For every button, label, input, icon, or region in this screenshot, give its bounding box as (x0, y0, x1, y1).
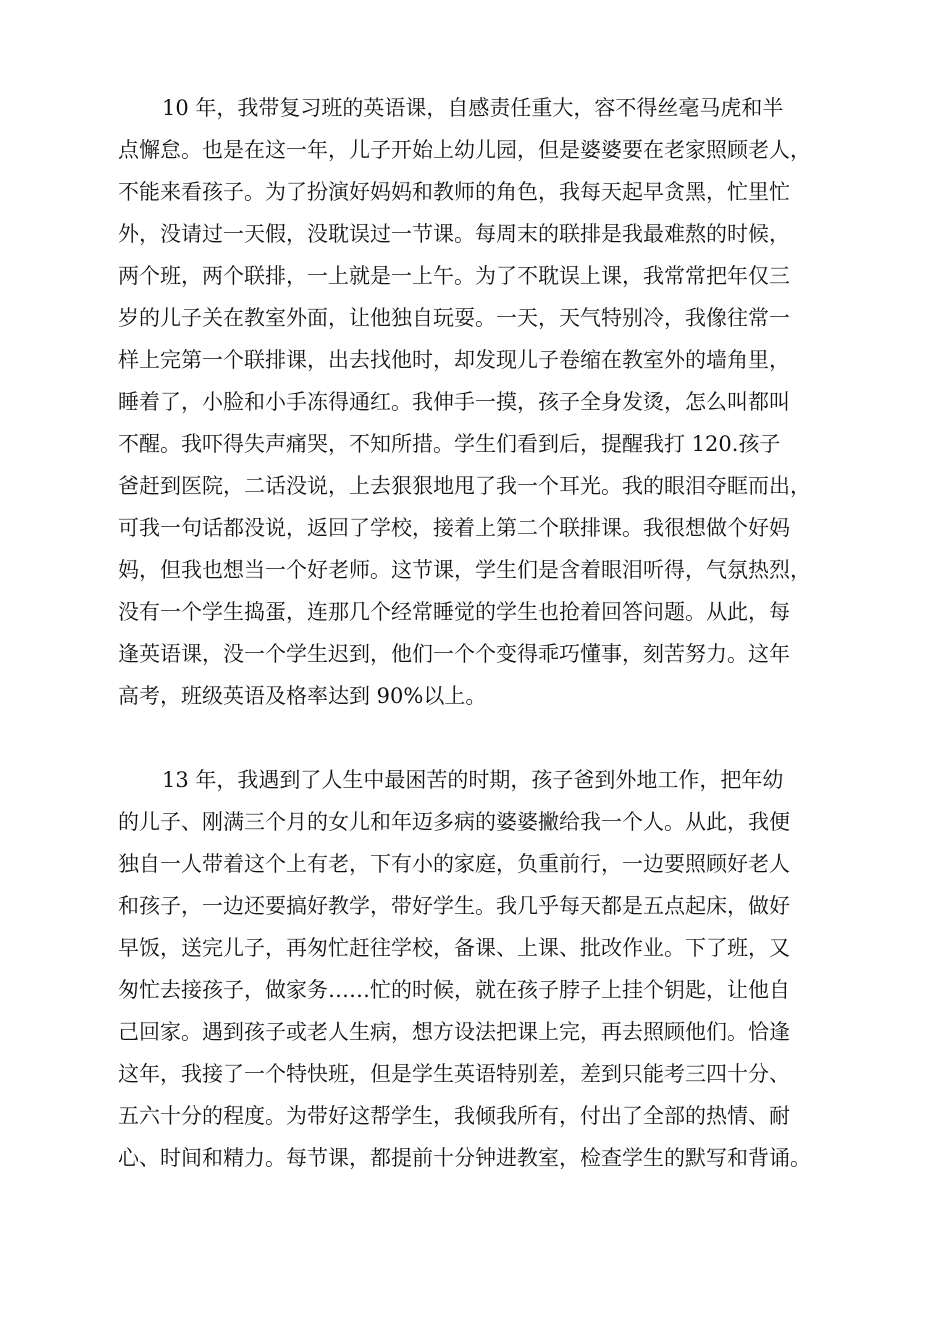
text-line: 五六十分的程度。为带好这帮学生，我倾我所有，付出了全部的热情、耐 (118, 1104, 790, 1128)
text-line: 的儿子、刚满三个月的女儿和年迈多病的婆婆撇给我一个人。从此，我便 (118, 810, 790, 834)
text-line: 13 年，我遇到了人生中最困苦的时期，孩子爸到外地工作，把年幼 (162, 768, 784, 792)
text-line: 早饭，送完儿子，再匆忙赶往学校，备课、上课、批改作业。下了班，又 (118, 936, 790, 960)
text-line: 心、时间和精力。每节课，都提前十分钟进教室，检查学生的默写和背诵。 (118, 1146, 811, 1170)
text-line: 没有一个学生捣蛋，连那几个经常睡觉的学生也抢着回答问题。从此，每 (118, 600, 790, 624)
text-line: 样上完第一个联排课，出去找他时，却发现儿子卷缩在教室外的墙角里， (118, 348, 790, 372)
text-line: 外，没请过一天假，没耽误过一节课。每周末的联排是我最难熬的时候， (118, 222, 790, 246)
text-line: 两个班，两个联排，一上就是一上午。为了不耽误上课，我常常把年仅三 (118, 264, 790, 288)
text-line: 睡着了，小脸和小手冻得通红。我伸手一摸，孩子全身发烫，怎么叫都叫 (118, 390, 790, 414)
text-line: 不醒。我吓得失声痛哭，不知所措。学生们看到后，提醒我打 120.孩子 (118, 432, 781, 456)
text-line: 高考，班级英语及格率达到 90%以上。 (118, 684, 487, 708)
text-line: 和孩子，一边还要搞好教学，带好学生。我几乎每天都是五点起床，做好 (118, 894, 790, 918)
text-line: 点懈怠。也是在这一年，儿子开始上幼儿园，但是婆婆要在老家照顾老人， (118, 138, 811, 162)
text-line: 爸赶到医院，二话没说，上去狠狠地甩了我一个耳光。我的眼泪夺眶而出， (118, 474, 811, 498)
paragraph-1 (118, 87, 850, 717)
text-line: 不能来看孩子。为了扮演好妈妈和教师的角色，我每天起早贪黑，忙里忙 (118, 180, 790, 204)
text-line: 逢英语课，没一个学生迟到，他们一个个变得乖巧懂事，刻苦努力。这年 (118, 642, 790, 666)
paragraph-2 (118, 759, 850, 1179)
text-line: 己回家。遇到孩子或老人生病，想方设法把课上完，再去照顾他们。恰逢 (118, 1020, 790, 1044)
text-line: 10 年，我带复习班的英语课，自感责任重大，容不得丝毫马虎和半 (162, 96, 784, 120)
text-line: 可我一句话都没说，返回了学校，接着上第二个联排课。我很想做个好妈 (118, 516, 790, 540)
text-line: 这年，我接了一个特快班，但是学生英语特别差，差到只能考三四十分、 (118, 1062, 790, 1086)
text-line: 妈，但我也想当一个好老师。这节课，学生们是含着眼泪听得，气氛热烈， (118, 558, 811, 582)
text-line: 岁的儿子关在教室外面，让他独自玩耍。一天，天气特别冷，我像往常一 (118, 306, 790, 330)
text-line: 独自一人带着这个上有老，下有小的家庭，负重前行，一边要照顾好老人 (118, 852, 790, 876)
text-line: 匆忙去接孩子，做家务……忙的时候，就在孩子脖子上挂个钥匙，让他自 (118, 978, 790, 1002)
